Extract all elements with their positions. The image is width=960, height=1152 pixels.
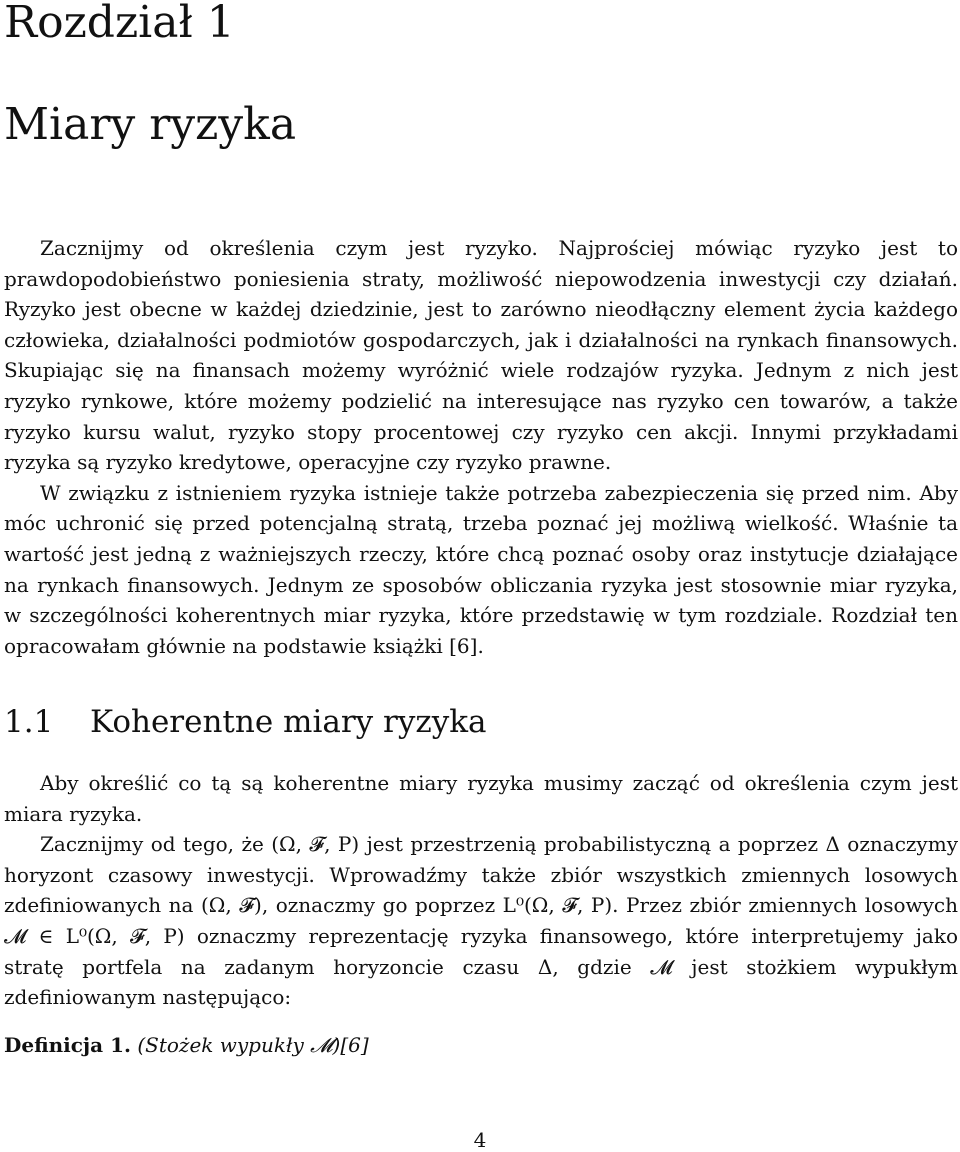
definition-heading bbox=[4, 1030, 369, 1060]
definition-note: (Stożek wypukły 𝓜)[6] bbox=[137, 1033, 369, 1057]
intro-paragraph-1: Zacznijmy od określenia czym jest ryzyko. Najprościej mówiąc ryzyko jest to prawdopodobieństwo poniesienia straty, możliwość niepowodzenia inwestycji czy działań. Ryzyko jest obecne w każdej dziedzinie, jest to zarówno nieodłączny element życia każdego człowieka, działalności podmiotów gospodarczych, jak i działalności na rynkach finansowych. Skupiając się na finansach możemy wyróżnić wiele rodzajów ryzyka. Jednym z nich jest ryzyko rynkowe, które możemy podzielić na interesujące nas ryzyko cen towarów, a także ryzyko kursu walut, ryzyko stopy procentowej czy ryzyko cen akcji. Innymi przykładami ryzyka są ryzyko kredytowe, operacyjne czy ryzyko prawne. bbox=[4, 236, 958, 475]
section-body bbox=[4, 768, 958, 1013]
section-number: 1.1 bbox=[4, 704, 54, 740]
section-paragraph-2: Zacznijmy od tego, że (Ω, 𝓕, P) jest przestrzenią probabilistyczną a poprzez Δ oznaczymy horyzont czasowy inwestycji. Wprowadźmy także zbiór wszystkich zmiennych losowych zdefiniowanych na (Ω, 𝓕), oznaczmy go poprzez L⁰(Ω, 𝓕, P). Przez zbiór zmiennych losowych 𝓜 ∈ L⁰(Ω, 𝓕, P) oznaczmy reprezentację ryzyka finansowego, które interpretujemy jako stratę portfela na zadanym horyzoncie czasu Δ, gdzie 𝓜 jest stożkiem wypukłym zdefiniowanym następująco: bbox=[4, 832, 958, 1010]
chapter-title: Miary ryzyka bbox=[4, 99, 297, 150]
chapter-label: Rozdział 1 bbox=[4, 0, 235, 48]
page-number: 4 bbox=[473, 1128, 487, 1152]
definition-label: Definicja 1. bbox=[4, 1033, 131, 1057]
intro-paragraph-2: W związku z istnieniem ryzyka istnieje także potrzeba zabezpieczenia się przed nim. Aby móc uchronić się przed potencjalną stratą, trzeba poznać jej możliwą wielkość. Właśnie ta wartość jest jedną z ważniejszych rzeczy, które chcą poznać osoby oraz instytucje działające na rynkach finansowych. Jednym ze sposobów obliczania ryzyka jest stosownie miar ryzyka, w szczególności koherentnych miar ryzyka, które przedstawię w tym rozdziale. Rozdział ten opracowałam głównie na podstawie książki [6]. bbox=[4, 480, 958, 658]
section-heading bbox=[4, 702, 486, 742]
chapter-intro bbox=[4, 233, 958, 661]
section-title: Koherentne miary ryzyka bbox=[90, 704, 487, 740]
section-paragraph-1: Aby określić co tą są koherentne miary ryzyka musimy zacząć od określenia czym jest miara ryzyka. bbox=[4, 771, 958, 826]
